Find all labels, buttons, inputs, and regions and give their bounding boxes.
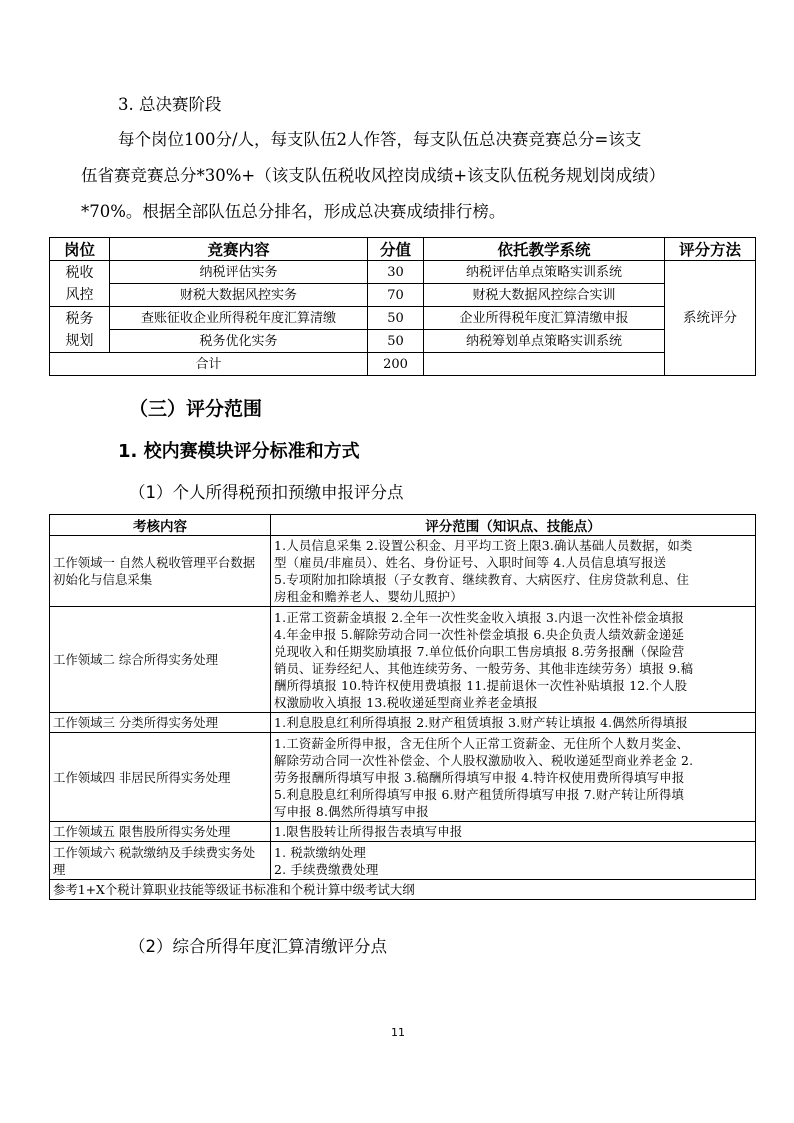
paragraph-line: 伍省赛竞赛总分*30%+（该支队伍税收风控岗成绩+该支队伍税务规划岗成绩）	[81, 166, 666, 185]
col-header: 评分方法	[665, 238, 756, 261]
table-cell: 财税大数据风控综合实训	[424, 284, 665, 307]
paragraph-line: 每个岗位100分/人，每支队伍2人作答，每支队伍总决赛竞赛总分=该支	[118, 130, 642, 149]
table-cell: 纳税评估实务	[110, 261, 368, 284]
table-cell	[424, 353, 665, 376]
scope-line: 4.年金申报 5.解除劳动合同一次性补偿金填报 6.央企负责人绩效薪金递延	[274, 626, 685, 642]
scope-line: 解除劳动合同一次性补偿金、个人股权激励收入、税收递延型商业养老金 2.	[274, 752, 694, 768]
method-cell: 系统评分	[665, 261, 756, 376]
table-cell: 财税大数据风控实务	[110, 284, 368, 307]
table-cell: 50	[368, 307, 424, 330]
scoring-points-table	[49, 514, 756, 900]
col-header: 竞赛内容	[110, 238, 368, 261]
competition-content-table	[49, 237, 756, 376]
scope-cell	[271, 607, 756, 713]
scope-line: 1.人员信息采集 2.设置公积金、月平均工资上限3.确认基础人员数据，如类	[274, 538, 693, 553]
scope-cell	[271, 733, 756, 822]
table-cell: 纳税筹划单点策略实训系统	[424, 330, 665, 353]
heading-sub1: （1）个人所得税预扣预缴申报评分点	[129, 483, 404, 502]
scope-cell	[271, 536, 756, 607]
scope-line: 1. 税款缴纳处理	[274, 844, 366, 860]
section-heading: 3. 总决赛阶段	[118, 95, 222, 114]
scope-line: 房租金和赡养老人、婴幼儿照护）	[274, 589, 463, 604]
heading-scope: （三）评分范围	[129, 398, 263, 420]
scope-line: 1.利息股息红利所得填报 2.财产租赁填报 3.财产转让填报 4.偶然所得填报	[274, 715, 688, 730]
table-footnote: 参考1+X个税计算职业技能等级证书标准和个税计算中级考试大纲	[50, 880, 756, 900]
scope-line: 1.正常工资薪金填报 2.全年一次性奖金收入填报 3.内退一次性补偿金填报	[274, 609, 685, 625]
scope-line: 2. 手续费缴费处理	[274, 861, 379, 877]
scope-line: 1.限售股转让所得报告表填写申报	[274, 824, 463, 839]
col-header: 评分范围（知识点、技能点）	[271, 515, 756, 536]
total-label: 合计	[50, 353, 368, 376]
scope-line: 1.工资薪金所得申报，含无住所个人正常工资薪金、无住所个人数月奖金、	[274, 735, 690, 751]
group-cell: 税务规划	[50, 307, 110, 353]
area-cell: 工作领域三 分类所得实务处理	[50, 713, 271, 733]
col-header: 岗位	[50, 238, 110, 261]
area-cell: 工作领域四 非居民所得实务处理	[50, 733, 271, 822]
scope-line: 权激励收入填报 13.税收递延型商业养老金填报	[274, 694, 538, 710]
col-header: 考核内容	[50, 515, 271, 536]
scope-line: 劳务报酬所得填写申报 3.稿酬所得填写申报 4.特许权使用费所得填写申报	[274, 769, 685, 785]
total-value: 200	[368, 353, 424, 376]
scope-line: 写申报 8.偶然所得填写申报	[274, 803, 429, 819]
table-cell: 税务优化实务	[110, 330, 368, 353]
group-cell: 税收风控	[50, 261, 110, 307]
area-cell: 工作领域二 综合所得实务处理	[50, 607, 271, 713]
paragraph-line: *70%。根据全部队伍总分排名，形成总决赛成绩排行榜。	[81, 202, 506, 221]
table-cell: 70	[368, 284, 424, 307]
col-header: 依托教学系统	[424, 238, 665, 261]
table-cell: 查账征收企业所得税年度汇算清缴	[110, 307, 368, 330]
area-cell: 工作领域一 自然人税收管理平台数据初始化与信息采集	[50, 536, 271, 607]
scope-cell	[271, 713, 756, 733]
table-cell: 30	[368, 261, 424, 284]
page-number: 11	[391, 1026, 405, 1039]
table-cell: 企业所得税年度汇算清缴申报	[424, 307, 665, 330]
area-cell: 工作领域五 限售股所得实务处理	[50, 822, 271, 842]
table-cell: 50	[368, 330, 424, 353]
area-cell: 工作领域六 税款缴纳及手续费实务处理	[50, 842, 271, 880]
scope-cell	[271, 842, 756, 880]
heading-school: 1. 校内赛模块评分标准和方式	[118, 441, 360, 462]
scope-line: 5.专项附加扣除填报（子女教育、继续教育、大病医疗、住房贷款利息、住	[274, 572, 690, 587]
scope-line: 型（雇员/非雇员）、姓名、身份证号、入职时间等 4.人员信息填写报送	[274, 555, 667, 570]
scope-line: 5.利息股息红利所得填写申报 6.财产租赁所得填写申报 7.财产转让所得填	[274, 786, 685, 802]
scope-cell	[271, 822, 756, 842]
heading-sub2: （2）综合所得年度汇算清缴评分点	[129, 937, 387, 956]
col-header: 分值	[368, 238, 424, 261]
scope-line: 酬所得填报 10.特许权使用费填报 11.提前退休一次性补贴填报 12.个人股	[274, 677, 688, 693]
scope-line: 兑现收入和任期奖励填报 7.单位低价向职工售房填报 8.劳务报酬（保险营	[274, 643, 685, 659]
scope-line: 销员、证券经纪人、其他连续劳务、一般劳务、其他非连续劳务）填报 9.稿	[274, 660, 694, 676]
table-cell: 纳税评估单点策略实训系统	[424, 261, 665, 284]
